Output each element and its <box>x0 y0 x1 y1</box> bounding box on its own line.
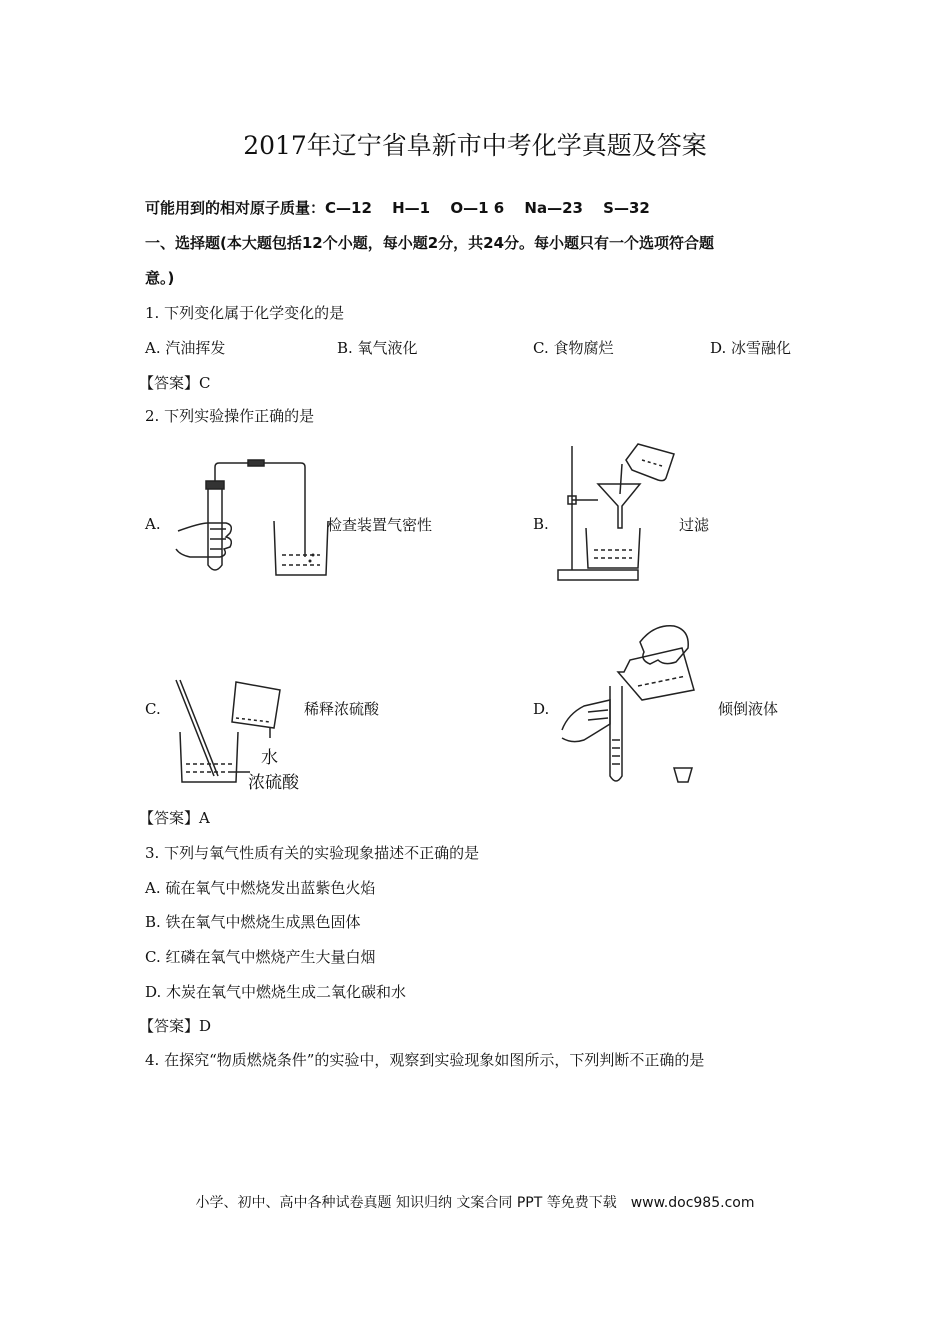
q2-option-c-letter: C. <box>145 700 161 718</box>
section-heading-line2: 意。) <box>145 269 175 287</box>
q3-answer: 【答案】D <box>139 1017 212 1035</box>
q2-option-b-caption: 过滤 <box>679 516 710 534</box>
q3-stem: 3. 下列与氧气性质有关的实验现象描述不正确的是 <box>145 844 480 862</box>
q3-option-b: B. 铁在氧气中燃烧生成黑色固体 <box>145 913 361 931</box>
atomic-masses: 可能用到的相对原子质量：C—12 H—1 O—1 6 Na—23 S—32 <box>145 199 650 217</box>
q2-option-a-letter: A. <box>145 515 161 533</box>
q1-option-b: B. 氧气液化 <box>337 339 418 357</box>
q2-answer: 【答案】A <box>139 809 210 827</box>
q2-option-d-caption: 倾倒液体 <box>718 700 779 718</box>
q4-stem: 4. 在探究“物质燃烧条件”的实验中，观察到实验现象如图所示，下列判断不正确的是 <box>145 1051 705 1069</box>
label-acid: 浓硫酸 <box>248 773 299 793</box>
q1-answer: 【答案】C <box>139 374 211 392</box>
q1-stem: 1. 下列变化属于化学变化的是 <box>145 304 345 322</box>
pour-liquid-figure <box>558 620 698 788</box>
airtightness-check-figure <box>170 465 330 580</box>
q2-option-d-letter: D. <box>533 700 550 718</box>
page-footer: 小学、初中、高中各种试卷真题 知识归纳 文案合同 PPT 等免费下载 www.doc985.com <box>195 1195 755 1211</box>
q3-option-c: C. 红磷在氧气中燃烧产生大量白烟 <box>145 948 376 966</box>
q1-option-c: C. 食物腐烂 <box>533 339 614 357</box>
q2-option-c-caption: 稀释浓硫酸 <box>304 700 380 718</box>
q2-option-a-caption: 检查装置气密性 <box>327 516 433 534</box>
page-title: 2017年辽宁省阜新市中考化学真题及答案 <box>243 131 707 160</box>
q2-stem: 2. 下列实验操作正确的是 <box>145 407 315 425</box>
q1-option-a: A. 汽油挥发 <box>145 339 226 357</box>
q3-option-a: A. 硫在氧气中燃烧发出蓝紫色火焰 <box>145 879 376 897</box>
filtration-figure <box>556 442 678 584</box>
section-heading-line1: 一、选择题(本大题包括12个小题，每小题2分，共24分。每小题只有一个选项符合题 <box>145 234 715 252</box>
label-water: 水 <box>261 748 278 768</box>
q3-option-d: D. 木炭在氧气中燃烧生成二氧化碳和水 <box>145 983 407 1001</box>
q1-option-d: D. 冰雪融化 <box>710 339 792 357</box>
q2-option-b-letter: B. <box>533 515 549 533</box>
